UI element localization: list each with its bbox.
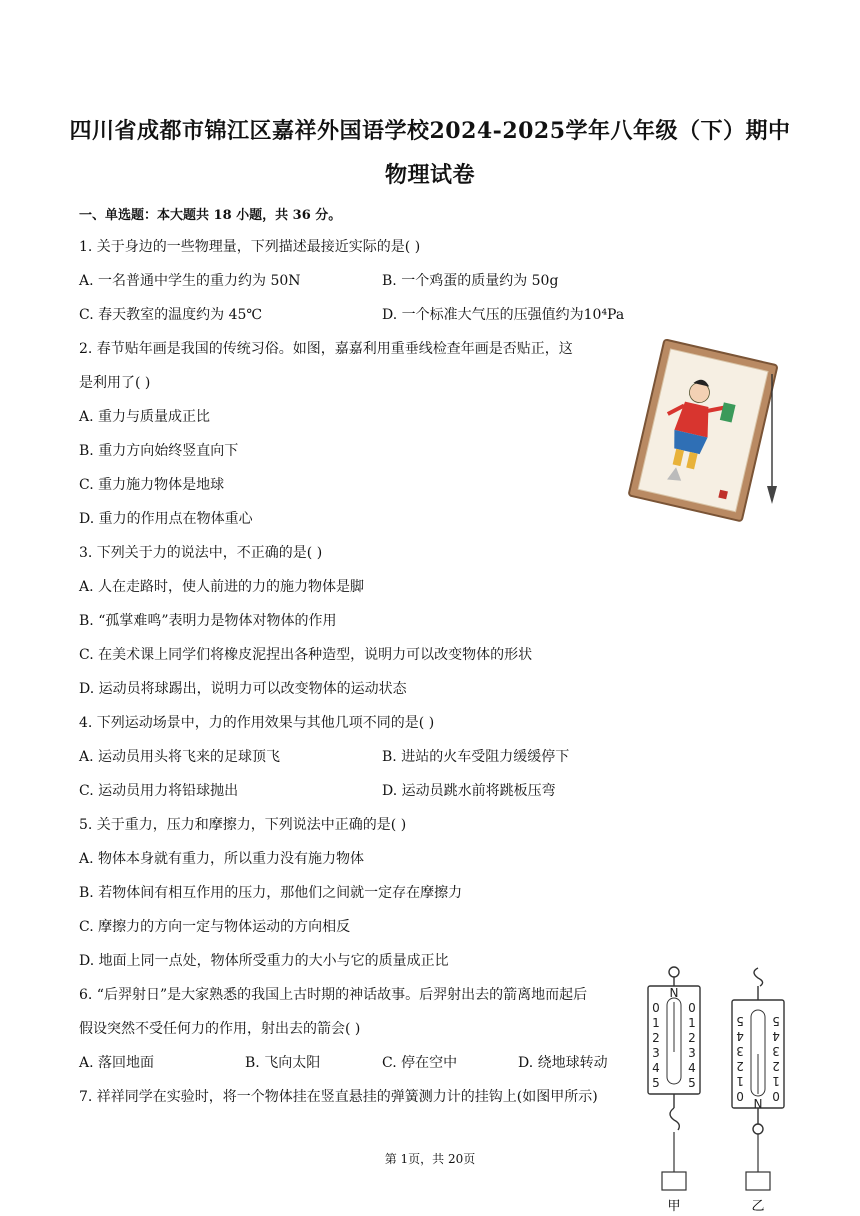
jia-tick-0-right: 0 [688,1001,696,1015]
jia-tick-5-left: 5 [652,1076,660,1090]
q6-stem-line1: 6. “后羿射日”是大家熟悉的我国上古时期的神话故事。后羿射出去的箭离地而起后 [79,987,588,1003]
q4-stem: 4. 下列运动场景中，力的作用效果与其他几项不同的是( ) [79,715,435,731]
spring-scale-figure [634,964,794,1214]
spring-scale-jia [648,967,700,1214]
jia-tick-2-right: 2 [688,1031,696,1045]
yi-tick-1-left: 1 [736,1074,744,1088]
yi-tick-4-right: 4 [772,1029,780,1043]
spring-scale-yi [732,968,784,1214]
yi-tick-5-right: 5 [772,1014,780,1028]
q4-option-a: A. 运动员用头将飞来的足球顶飞 [79,749,281,765]
jia-tick-0-left: 0 [652,1001,660,1015]
jia-tick-3-left: 3 [652,1046,660,1060]
yi-tick-0-left: 0 [736,1089,744,1103]
q2-stem-line2: 是利用了( ) [79,375,151,391]
q5-option-c: C. 摩擦力的方向一定与物体运动的方向相反 [79,919,351,935]
q6-option-b: B. 飞向太阳 [245,1055,321,1071]
q6-option-c: C. 停在空中 [382,1055,458,1071]
yi-tick-3-left: 3 [736,1044,744,1058]
q3-option-d: D. 运动员将球踢出，说明力可以改变物体的运动状态 [79,681,407,697]
jia-tick-4-left: 4 [652,1061,660,1075]
jia-letter-n: N [669,986,679,1000]
q5-option-a: A. 物体本身就有重力，所以重力没有施力物体 [79,851,365,867]
yi-tick-2-right: 2 [772,1059,780,1073]
section-heading: 一、单选题：本大题共 18 小题，共 36 分。 [79,208,342,223]
q3-option-b: B. “孤掌难鸣”表明力是物体对物体的作用 [79,613,337,629]
q1-stem: 1. 关于身边的一些物理量，下列描述最接近实际的是( ) [79,239,421,255]
q3-option-c: C. 在美术课上同学们将橡皮泥捏出各种造型，说明力可以改变物体的形状 [79,647,533,663]
q2-option-c: C. 重力施力物体是地球 [79,477,225,493]
yi-tick-4-left: 4 [736,1029,744,1043]
yi-tick-1-right: 1 [772,1074,780,1088]
q2-option-b: B. 重力方向始终竖直向下 [79,443,239,459]
jia-tick-5-right: 5 [688,1076,696,1090]
q7-stem: 7. 祥祥同学在实验时，将一个物体挂在竖直悬挂的弹簧测力计的挂钩上(如图甲所示) [79,1089,598,1105]
page-footer: 第 1页，共 20页 [384,1152,476,1166]
jia-tick-1-left: 1 [652,1016,660,1030]
q4-option-b: B. 进站的火车受阻力缓缓停下 [382,749,570,765]
jia-tick-3-right: 3 [688,1046,696,1060]
new-year-painting-figure [622,336,782,522]
q1-option-c: C. 春天教室的温度约为 45℃ [79,307,263,323]
q4-option-d: D. 运动员跳水前将跳板压弯 [382,783,556,799]
yi-tick-0-right: 0 [772,1089,780,1103]
q3-stem: 3. 下列关于力的说法中，不正确的是( ) [79,545,323,561]
q6-stem-line2: 假设突然不受任何力的作用，射出去的箭会( ) [79,1021,361,1037]
yi-tick-5-left: 5 [736,1014,744,1028]
jia-tick-2-left: 2 [652,1031,660,1045]
q6-option-a: A. 落回地面 [79,1055,155,1071]
jia-tick-1-right: 1 [688,1016,696,1030]
jia-tick-4-right: 4 [688,1061,696,1075]
q5-stem: 5. 关于重力，压力和摩擦力，下列说法中正确的是( ) [79,817,407,833]
q2-option-a: A. 重力与质量成正比 [79,409,211,425]
q5-option-d: D. 地面上同一点处，物体所受重力的大小与它的质量成正比 [79,953,449,969]
q2-option-d: D. 重力的作用点在物体重心 [79,511,253,527]
yi-letter-n: N [753,1096,763,1110]
q1-option-b: B. 一个鸡蛋的质量约为 50g [382,273,559,289]
q6-option-d: D. 绕地球转动 [518,1055,608,1071]
label-jia: 甲 [667,1199,681,1214]
q1-option-d: D. 一个标准大气压的压强值约为10⁴Pa [382,307,625,323]
q5-option-b: B. 若物体间有相互作用的压力，那他们之间就一定存在摩擦力 [79,885,463,901]
paper-title-line1: 四川省成都市锦江区嘉祥外国语学校2024-2025学年八年级（下）期中 [69,118,791,144]
label-yi: 乙 [751,1199,765,1214]
q2-stem-line1: 2. 春节贴年画是我国的传统习俗。如图，嘉嘉利用重垂线检查年画是否贴正，这 [79,341,573,357]
yi-tick-2-left: 2 [736,1059,744,1073]
q4-option-c: C. 运动员用力将铅球抛出 [79,783,239,799]
paper-title-line2: 物理试卷 [384,162,475,188]
q1-option-a: A. 一名普通中学生的重力约为 50N [79,273,301,289]
yi-tick-3-right: 3 [772,1044,780,1058]
q3-option-a: A. 人在走路时，使人前进的力的施力物体是脚 [79,579,365,595]
